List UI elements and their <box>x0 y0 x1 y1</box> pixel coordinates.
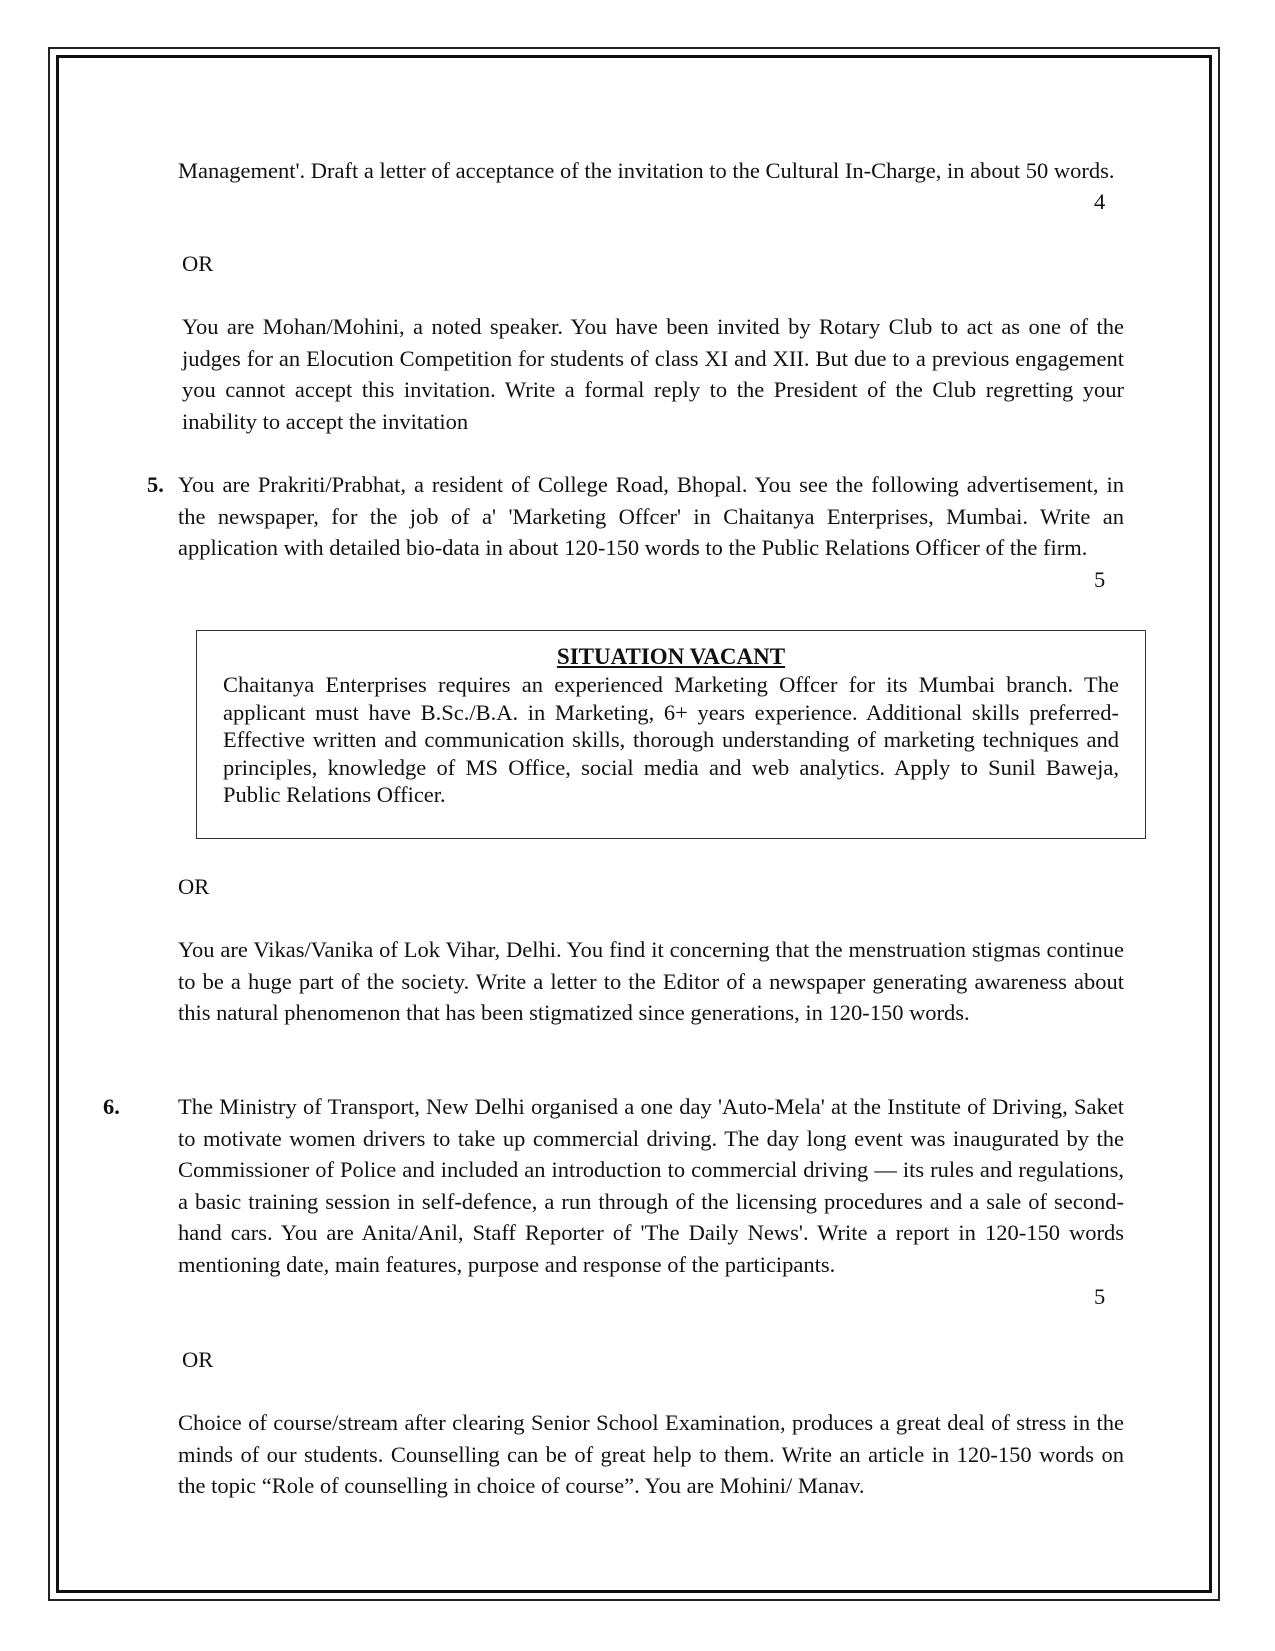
advertisement-title: SITUATION VACANT <box>556 644 786 669</box>
q6-or-label: OR <box>182 1347 214 1372</box>
q5-or-label: OR <box>178 874 210 899</box>
q6-marks: 5 <box>1094 1284 1106 1309</box>
q6-number: 6. <box>103 1094 120 1119</box>
q5-question-text: You are Prakriti/Prabhat, a resident of College Road, Bhopal. You see the following advertisement, in the newspaper, for the job of a' 'Marketing Offcer' in Chaitanya Enterprises, Mumbai. Write an application with detailed bio-data in about 120-150 words to the Public Relations Officer of the firm. <box>178 472 1124 560</box>
q4-marks: 4 <box>1094 189 1106 214</box>
q4-or-label: OR <box>182 251 214 276</box>
q4-alternative-text: You are Mohan/Mohini, a noted speaker. You have been invited by Rotary Club to act as one of the judges for an Elocution Competition for students of class XI and XII. But due to a previous engagement you cannot accept this invitation. Write a formal reply to the President of the Club regretting your inability to accept the invitation <box>182 314 1124 434</box>
q4-continuation-text: Management'. Draft a letter of acceptance of the invitation to the Cultural In-Charge, in about 50 words. <box>178 158 1115 183</box>
q6-alternative-text: Choice of course/stream after clearing Senior School Examination, produces a great deal of stress in the minds of our students. Counselling can be of great help to them. Write an article in 120-150 words on the topic “Role of counselling in choice of course”. You are Mohini/ Manav. <box>178 1410 1124 1498</box>
advertisement-box <box>196 630 1146 839</box>
q5-marks: 5 <box>1094 567 1106 592</box>
q6-question-text: The Ministry of Transport, New Delhi organised a one day 'Auto-Mela' at the Institute of Driving, Saket to motivate women drivers to take up commercial driving. The day long event was inaugurated by the Commissioner of Police and included an introduction to commercial driving — its rules and regulations, a basic training session in self-defence, a run through of the licensing procedures and a sale of second-hand cars. You are Anita/Anil, Staff Reporter of 'The Daily News'. Write a report in 120-150 words mentioning date, main features, purpose and response of the participants. <box>178 1094 1124 1277</box>
q5-number: 5. <box>147 472 164 497</box>
advertisement-body: Chaitanya Enterprises requires an experienced Marketing Offcer for its Mumbai branch. The applicant must have B.Sc./B.A. in Marketing, 6+ years experience. Additional skills preferred- Effective written and communication skills, thorough understanding of marketing techniques and principles, knowledge of MS Office, social media and web analytics. Apply to Sunil Baweja, Public Relations Officer. <box>223 672 1119 807</box>
q5-alternative-text: You are Vikas/Vanika of Lok Vihar, Delhi. You find it concerning that the menstruation stigmas continue to be a huge part of the society. Write a letter to the Editor of a newspaper generating awareness about this natural phenomenon that has been stigmatized since generations, in 120-150 words. <box>178 937 1124 1025</box>
